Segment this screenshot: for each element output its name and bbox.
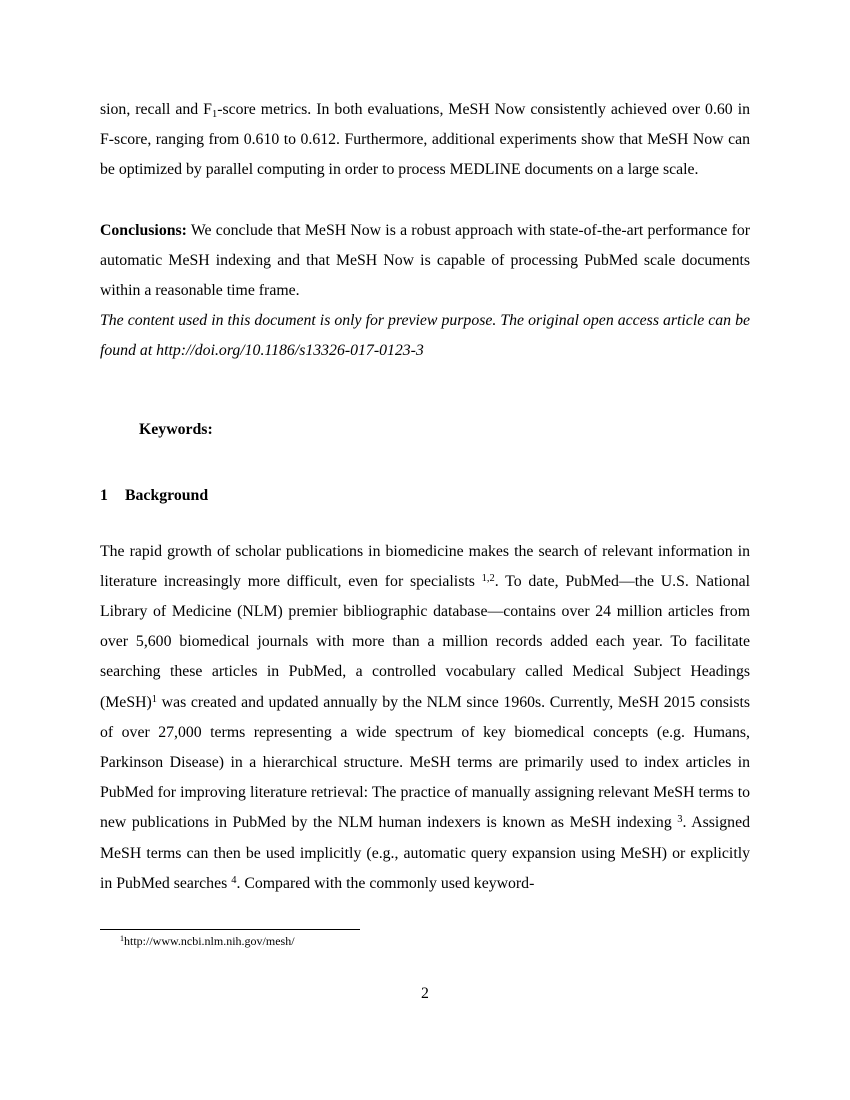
results-text-part2: -score metrics. In both evaluations, MeSH Now consistently achieved over 0.60 in F-score, ranging from 0.610 to 0.612. Furthermore, additional experiments show that MeSH Now can be optimized by parallel computing in order to process MEDLINE documents on a large scale. — [100, 101, 750, 179]
citation-ref-1-2: 1,2 — [481, 572, 495, 584]
preview-notice-text: The content used in this document is only for preview purpose. The original open access article can be found at http://doi.org/10.1186/s13326-017-0123-3 — [100, 312, 750, 360]
citation-ref-4: 4 — [231, 874, 237, 886]
section-number: 1 — [100, 486, 108, 504]
background-text-5: . Compared with the commonly used keyword- — [236, 874, 535, 892]
background-paragraph — [100, 537, 750, 899]
background-text-3: was created and updated annually by the NLM since 1960s. Currently, MeSH 2015 consists of over 27,000 terms representing a wide spectrum of key biomedical concepts (e.g. Humans, Parkinson Disease) in a hierarchical structure. MeSH terms are primarily used to index articles in PubMed for improving literature retrieval: The practice of manually assigning relevant MeSH terms to new publications in PubMed by the NLM human indexers is known as MeSH indexing — [100, 693, 750, 832]
footnote-mark: 1 — [120, 934, 124, 943]
keywords-label: Keywords: — [139, 420, 213, 438]
background-text-2: . To date, PubMed—the U.S. National Library of Medicine (NLM) premier bibliographic database—contains over 24 million articles from over 5,600 biomedical journals with more than a million records added each year. To facilitate searching these articles in PubMed, a controlled vocabulary called Medical Subject Headings (MeSH) — [100, 572, 750, 711]
section-heading — [100, 481, 750, 511]
footnote-ref-1: 1 — [151, 693, 158, 705]
footnote-rule — [100, 929, 360, 930]
f1-subscript: 1 — [211, 109, 218, 120]
citation-ref-3: 3 — [677, 814, 683, 826]
conclusions-paragraph — [100, 216, 750, 307]
footnote-url: http://www.ncbi.nlm.nih.gov/mesh/ — [124, 934, 295, 948]
page-number: 2 — [421, 985, 429, 1002]
results-paragraph — [100, 95, 750, 186]
conclusions-label: Conclusions: — [100, 221, 187, 239]
preview-notice — [100, 306, 750, 366]
results-text-part1: sion, recall and F — [100, 101, 212, 118]
conclusions-text: We conclude that MeSH Now is a robust approach with state-of-the-art performance for automatic MeSH indexing and that MeSH Now is capable of processing PubMed scale documents within a reasonable time frame. — [100, 221, 750, 300]
page-body — [100, 95, 750, 899]
footnote — [120, 933, 295, 949]
background-text-1: The rapid growth of scholar publications in biomedicine makes the search of relevant information in literature increasingly more difficult, even for specialists — [100, 542, 750, 590]
section-title: Background — [125, 486, 209, 504]
background-text-4: . Assigned MeSH terms can then be used implicitly (e.g., automatic query expansion using MeSH) or explicitly in PubMed searches — [100, 814, 750, 892]
